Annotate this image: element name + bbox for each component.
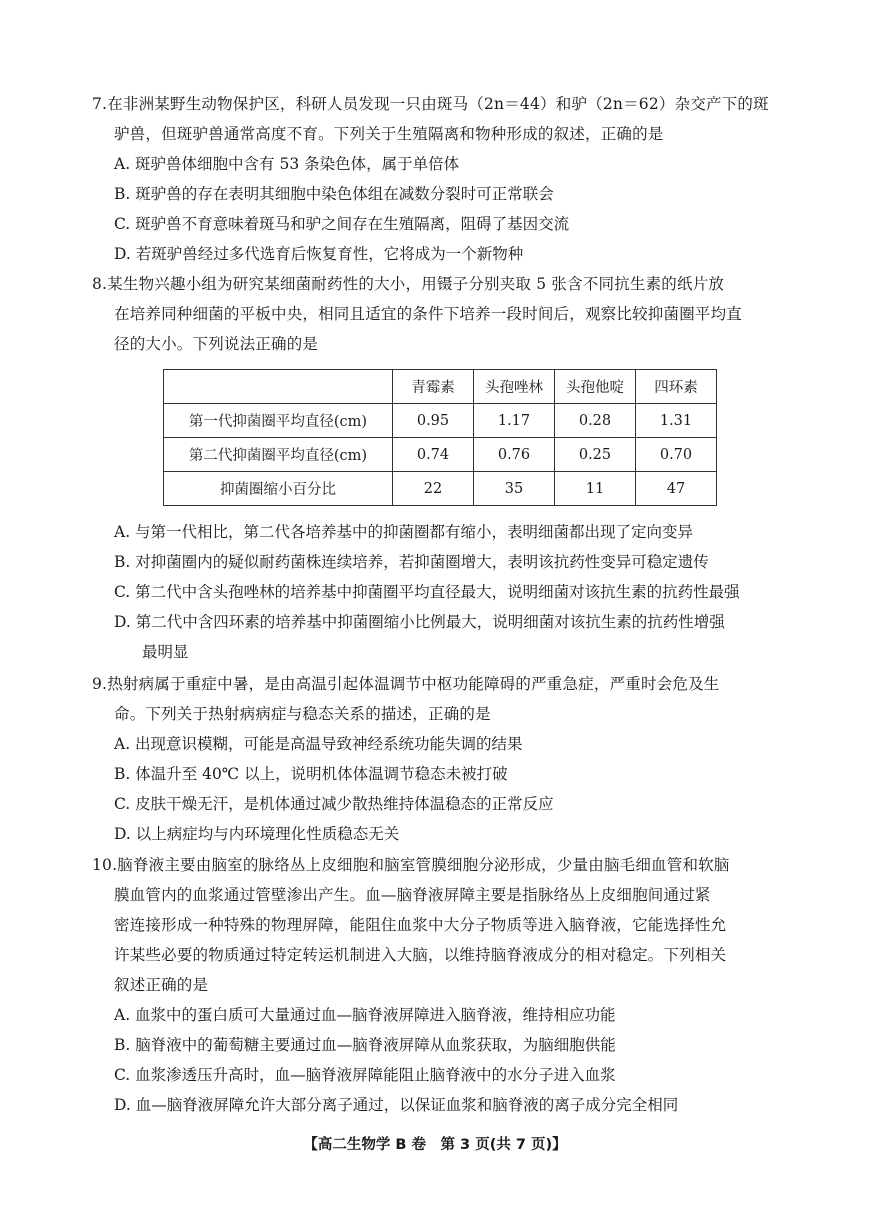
- table-cell: 35: [474, 472, 555, 506]
- question-10-option-c: C. 血浆渗透压升高时，血—脑脊液屏障能阻止脑脊液中的水分子进入血浆: [114, 1066, 616, 1084]
- table-header-cell: 头孢唑林: [474, 370, 555, 404]
- question-9-option-d: D. 以上病症均与内环境理化性质稳态无关: [114, 825, 400, 843]
- table-cell: 第二代抑菌圈平均直径(cm): [164, 438, 393, 472]
- table-cell: 1.31: [636, 404, 717, 438]
- question-10-stem-line-1: 10.脑脊液主要由脑室的脉络丛上皮细胞和脑室管膜细胞分泌形成，少量由脑毛细血管和软脑: [92, 856, 730, 874]
- question-8-option-b: B. 对抑菌圈内的疑似耐药菌株连续培养，若抑菌圈增大，表明该抗药性变异可稳定遗传: [114, 553, 709, 571]
- question-8-option-a: A. 与第一代相比，第二代各培养基中的抑菌圈都有缩小，表明细菌都出现了定向变异: [114, 523, 694, 541]
- question-8: [92, 269, 792, 359]
- table-header-cell: 四环素: [636, 370, 717, 404]
- question-9-stem-line-1: 9.热射病属于重症中暑，是由高温引起体温调节中枢功能障碍的严重急症，严重时会危及生: [92, 675, 720, 693]
- question-7-option-a: A. 斑驴兽体细胞中含有 53 条染色体，属于单倍体: [114, 155, 460, 173]
- question-9-option-c: C. 皮肤干燥无汗，是机体通过减少散热维持体温稳态的正常反应: [114, 795, 554, 813]
- question-8-options: [92, 517, 792, 667]
- question-8-stem-line-2: 在培养同种细菌的平板中央，相同且适宜的条件下培养一段时间后，观察比较抑菌圈平均直: [114, 305, 743, 323]
- question-10-option-b: B. 脑脊液中的葡萄糖主要通过血—脑脊液屏障从血浆获取，为脑细胞供能: [114, 1036, 616, 1054]
- question-7-stem-line-1: 7.在非洲某野生动物保护区，科研人员发现一只由斑马（2n＝44）和驴（2n＝62）杂交产下的斑: [92, 95, 769, 113]
- question-10-stem-line-3: 密连接形成一种特殊的物理屏障，能阻住血浆中大分子物质等进入脑脊液，它能选择性允: [114, 916, 727, 934]
- table-cell: 0.76: [474, 438, 555, 472]
- table-cell: 0.28: [555, 404, 636, 438]
- table-cell: 抑菌圈缩小百分比: [164, 472, 393, 506]
- table-cell: 0.95: [393, 404, 474, 438]
- question-9: [92, 669, 792, 849]
- table-cell: 第一代抑菌圈平均直径(cm): [164, 404, 393, 438]
- question-7-option-c: C. 斑驴兽不育意味着斑马和驴之间存在生殖隔离，阻碍了基因交流: [114, 215, 570, 233]
- question-10-stem-line-5: 叙述正确的是: [114, 976, 209, 994]
- question-8-stem-line-3: 径的大小。下列说法正确的是: [114, 335, 319, 353]
- table-header-cell: 青霉素: [393, 370, 474, 404]
- question-9-option-a: A. 出现意识模糊，可能是高温导致神经系统功能失调的结果: [114, 735, 523, 753]
- question-8-option-d-continued: 最明显: [142, 643, 189, 661]
- table-header-cell: 头孢他啶: [555, 370, 636, 404]
- page-footer: 【高二生物学 B 卷 第 3 页(共 7 页)】: [303, 1137, 567, 1153]
- question-10-option-a: A. 血浆中的蛋白质可大量通过血—脑脊液屏障进入脑脊液，维持相应功能: [114, 1006, 616, 1024]
- question-8-option-d: D. 第二代中含四环素的培养基中抑菌圈缩小比例最大，说明细菌对该抗生素的抗药性增强: [114, 613, 725, 631]
- table-cell: 22: [393, 472, 474, 506]
- question-10-stem-line-4: 许某些必要的物质通过特定转运机制进入大脑，以维持脑脊液成分的相对稳定。下列相关: [114, 946, 727, 964]
- question-7-option-b: B. 斑驴兽的存在表明其细胞中染色体组在减数分裂时可正常联会: [114, 185, 554, 203]
- table-cell: 0.25: [555, 438, 636, 472]
- table-row: [164, 472, 717, 506]
- table-cell: 0.74: [393, 438, 474, 472]
- question-9-stem-line-2: 命。下列关于热射病病症与稳态关系的描述，正确的是: [114, 705, 491, 723]
- question-8-stem-line-1: 8.某生物兴趣小组为研究某细菌耐药性的大小，用镊子分别夹取 5 张含不同抗生素的纸片放: [92, 275, 725, 293]
- table-header-cell: [164, 370, 393, 404]
- question-9-option-b: B. 体温升至 40℃ 以上，说明机体体温调节稳态未被打破: [114, 765, 508, 783]
- table-row: [164, 438, 717, 472]
- question-7-stem-line-2: 驴兽，但斑驴兽通常高度不育。下列关于生殖隔离和物种形成的叙述，正确的是: [114, 125, 664, 143]
- question-8-option-c: C. 第二代中含头孢唑林的培养基中抑菌圈平均直径最大，说明细菌对该抗生素的抗药性最强: [114, 583, 740, 601]
- table-cell: 0.70: [636, 438, 717, 472]
- table-cell: 11: [555, 472, 636, 506]
- question-7-option-d: D. 若斑驴兽经过多代选育后恢复育性，它将成为一个新物种: [114, 245, 524, 263]
- table-cell: 1.17: [474, 404, 555, 438]
- table-row: [164, 404, 717, 438]
- table-cell: 47: [636, 472, 717, 506]
- table-header-row: [164, 370, 717, 404]
- antibiotic-results-table: [163, 369, 717, 506]
- question-10-stem-line-2: 膜血管内的血浆通过管壁渗出产生。血—脑脊液屏障主要是指脉络丛上皮细胞间通过紧: [114, 886, 711, 904]
- question-10: [92, 850, 792, 1120]
- question-10-option-d: D. 血—脑脊液屏障允许大部分离子通过，以保证血浆和脑脊液的离子成分完全相同: [114, 1096, 679, 1114]
- question-7: [92, 89, 792, 269]
